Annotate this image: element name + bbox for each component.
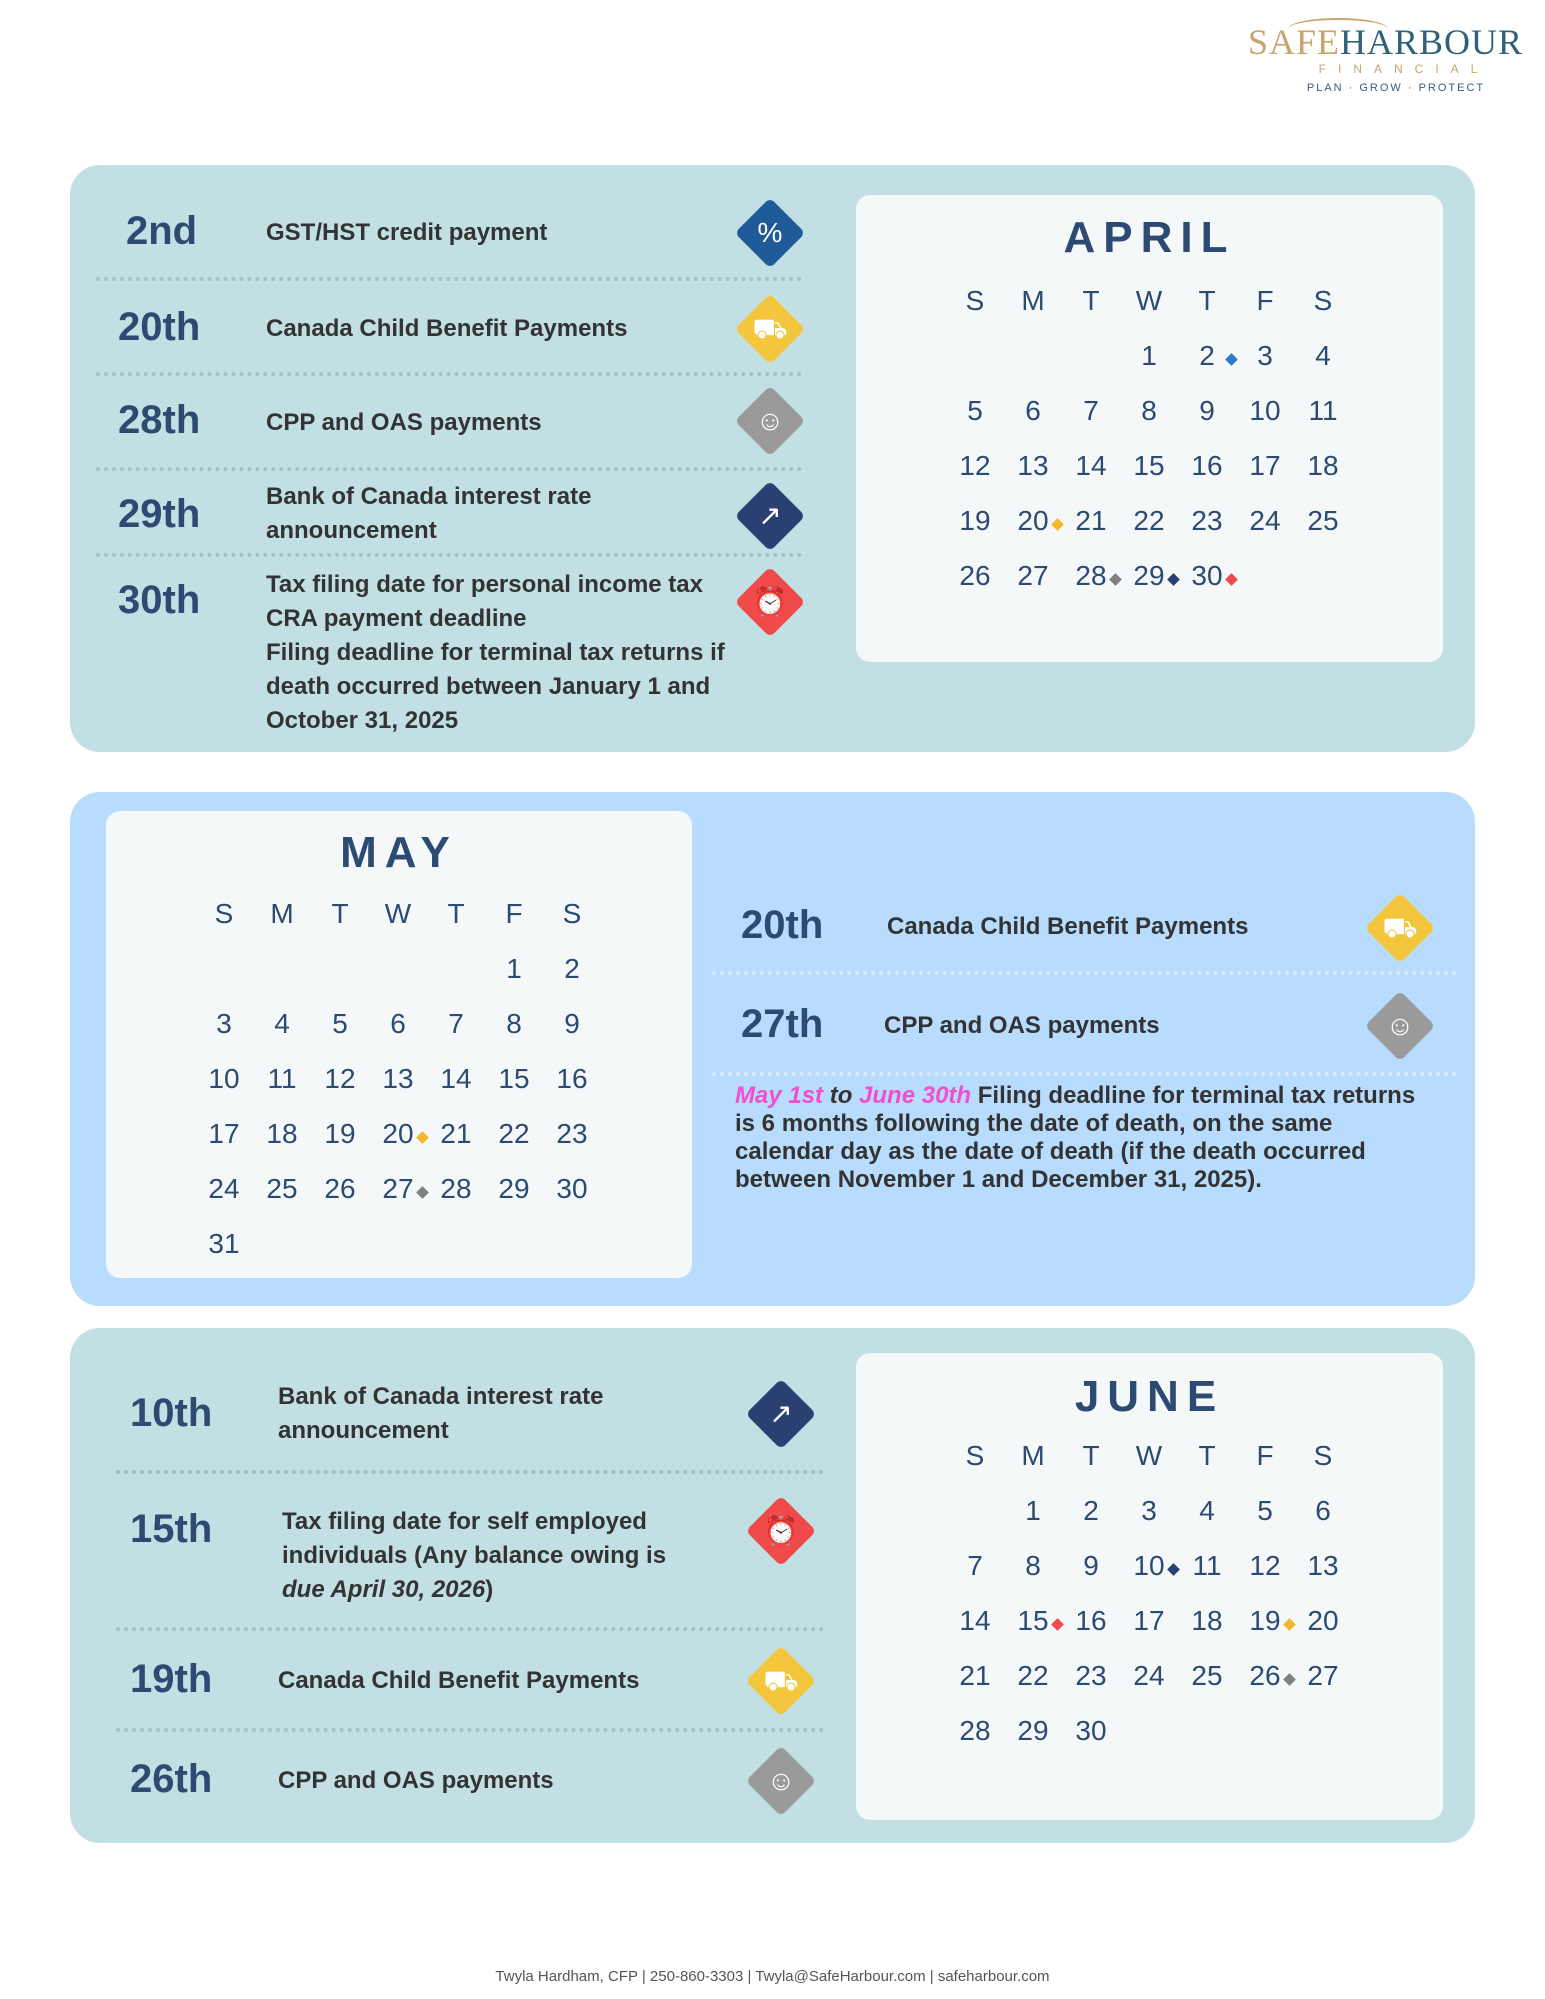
calendar-day: 13: [1017, 450, 1049, 481]
calendar-day: 5: [332, 1008, 348, 1039]
calendar-day: 9: [564, 1008, 580, 1039]
company-logo: [1248, 22, 1524, 102]
due-date-emphasis: due April 30, 2026: [282, 1576, 486, 1603]
weekday-header: T: [1198, 1440, 1216, 1471]
event-description: Canada Child Benefit Payments: [266, 315, 628, 342]
calendar-day: 25: [1191, 1660, 1223, 1691]
weekday-header: F: [1256, 285, 1274, 316]
description-line: announcement: [278, 1417, 449, 1444]
calendar-day: 3: [1257, 340, 1273, 371]
calendar-day: 23: [1075, 1660, 1107, 1691]
divider: [96, 467, 802, 471]
calendar-day: 30: [1191, 560, 1223, 591]
note-end-date: June 30th: [859, 1082, 972, 1109]
calendar-day: 25: [266, 1173, 298, 1204]
calendar-day: 8: [1141, 395, 1157, 426]
calendar-day: 17: [1249, 450, 1281, 481]
calendar-day: 1: [506, 953, 522, 984]
calendar-day: 18: [266, 1118, 298, 1149]
calendar-day: 7: [967, 1550, 983, 1581]
calendar-day: 19: [1249, 1605, 1281, 1636]
calendar-day: 16: [1191, 450, 1223, 481]
description-line: Tax filing date for self employed: [282, 1508, 647, 1535]
calendar-day: 9: [1199, 395, 1215, 426]
calendar-day: 24: [1249, 505, 1281, 536]
stroller-icon: ⛟: [735, 294, 806, 365]
event-description: CPP and OAS payments: [278, 1767, 554, 1794]
calendar-day: 9: [1083, 1550, 1099, 1581]
weekday-header: W: [1135, 285, 1163, 316]
calendar-day: 27: [1017, 560, 1049, 591]
event-day: 27th: [741, 1002, 824, 1046]
calendar-day: 31: [208, 1228, 240, 1259]
calendar-day: 5: [967, 395, 983, 426]
event-day: 20th: [118, 305, 201, 349]
calendar-day: 1: [1141, 340, 1157, 371]
divider: [116, 1627, 824, 1631]
calendar-day: 21: [959, 1660, 991, 1691]
calendar-day: 7: [448, 1008, 464, 1039]
calendar-day: 28: [440, 1173, 472, 1204]
calendar-day: 2: [1199, 340, 1215, 371]
june-calendar: [856, 1353, 1443, 1820]
event-day: 26th: [130, 1757, 213, 1801]
calendar-day: 29: [1133, 560, 1165, 591]
calendar-day: 15: [1017, 1605, 1049, 1636]
calendar-day: 5: [1257, 1495, 1273, 1526]
event-description: Canada Child Benefit Payments: [278, 1667, 640, 1694]
calendar-day: 2: [564, 953, 580, 984]
weekday-header: S: [965, 285, 985, 316]
weekday-header: S: [214, 898, 234, 929]
event-day: 2nd: [126, 209, 198, 253]
event-description: Canada Child Benefit Payments: [887, 913, 1249, 940]
calendar-day: 7: [1083, 395, 1099, 426]
event-description: GST/HST credit payment: [266, 219, 548, 246]
calendar-day: 17: [1133, 1605, 1165, 1636]
weekday-header: F: [505, 898, 523, 929]
calendar-day: 6: [390, 1008, 406, 1039]
description-line: CRA payment deadline: [266, 605, 527, 632]
event-description: CPP and OAS payments: [266, 409, 542, 436]
logo-tagline: PLAN · GROW · PROTECT: [1306, 82, 1486, 94]
event-day: 28th: [118, 398, 201, 442]
terminal-return-note: [735, 1082, 1435, 1194]
calendar-day: 18: [1191, 1605, 1223, 1636]
calendar-day: 22: [1017, 1660, 1049, 1691]
calendar-day: 22: [498, 1118, 530, 1149]
description-line: Tax filing date for personal income tax: [266, 571, 703, 598]
event-description: [282, 1505, 702, 1607]
calendar-day: 4: [274, 1008, 290, 1039]
calendar-day: 4: [1199, 1495, 1215, 1526]
weekday-header: S: [1313, 285, 1333, 316]
event-day: 20th: [741, 903, 824, 947]
weekday-header: M: [270, 898, 294, 929]
calendar-day: 24: [1133, 1660, 1165, 1691]
chart-trend-icon: ↗: [746, 1379, 817, 1450]
divider: [96, 372, 802, 376]
description-line: announcement: [266, 517, 437, 544]
weekday-header: S: [1313, 1440, 1333, 1471]
calendar-day: 21: [1075, 505, 1107, 536]
calendar-day: 12: [959, 450, 991, 481]
note-to-word: to: [829, 1082, 853, 1109]
calendar-day: 11: [1192, 1550, 1222, 1581]
event-day: 10th: [130, 1391, 213, 1435]
weekday-header: T: [1082, 1440, 1100, 1471]
calendar-day: 19: [324, 1118, 356, 1149]
note-start-date: May 1st: [735, 1082, 824, 1109]
calendar-day: 26: [324, 1173, 356, 1204]
calendar-day: 6: [1315, 1495, 1331, 1526]
divider: [712, 971, 1457, 975]
calendar-day: 18: [1307, 450, 1339, 481]
calendar-day: 10: [1249, 395, 1281, 426]
calendar-month-title: MAY: [340, 828, 458, 877]
calendar-day: 11: [1308, 395, 1338, 426]
closing-paren: ): [485, 1576, 494, 1603]
calendar-day: 26: [959, 560, 991, 591]
logo-subtitle: FINANCIAL: [1318, 62, 1490, 76]
description-line: Bank of Canada interest rate: [278, 1383, 604, 1410]
divider: [116, 1470, 824, 1474]
logo-wordmark: SAFEHARBOUR: [1248, 22, 1524, 62]
calendar-day: 2: [1083, 1495, 1099, 1526]
event-description: [266, 568, 746, 738]
calendar-day: 15: [498, 1063, 530, 1094]
may-calendar: [106, 811, 692, 1278]
calendar-day: 20: [1307, 1605, 1339, 1636]
weekday-header: S: [965, 1440, 985, 1471]
note-text: Filing deadline for terminal tax returns is 6 months following the date of death, on the same calendar day as the date of death (if the death occurred between November 1 and December 31, 2025).: [735, 1082, 1416, 1193]
calendar-day: 28: [1075, 560, 1107, 591]
calendar-day: 6: [1025, 395, 1041, 426]
description-line: Bank of Canada interest rate: [266, 483, 592, 510]
calendar-day: 8: [506, 1008, 522, 1039]
weekday-header: T: [1198, 285, 1216, 316]
weekday-header: M: [1021, 285, 1045, 316]
divider: [712, 1072, 1457, 1076]
calendar-day: 3: [216, 1008, 232, 1039]
calendar-day: 29: [498, 1173, 530, 1204]
calendar-day: 23: [556, 1118, 588, 1149]
calendar-day: 26: [1249, 1660, 1281, 1691]
calendar-day: 14: [959, 1605, 991, 1636]
description-line: individuals (Any balance owing is: [282, 1542, 667, 1569]
seniors-icon: ☺: [746, 1746, 817, 1817]
calendar-day: 16: [1075, 1605, 1107, 1636]
seniors-icon: ☺: [1365, 991, 1436, 1062]
event-day: 29th: [118, 492, 201, 536]
event-description: CPP and OAS payments: [884, 1012, 1160, 1039]
calendar-day: 21: [440, 1118, 472, 1149]
calendar-day: 10: [208, 1063, 240, 1094]
calendar-day: 17: [208, 1118, 240, 1149]
calendar-day: 24: [208, 1173, 240, 1204]
divider: [116, 1728, 824, 1732]
calendar-month-title: APRIL: [1063, 213, 1236, 262]
calendar-day: 4: [1315, 340, 1331, 371]
calendar-day: 30: [1075, 1715, 1107, 1746]
stroller-icon: ⛟: [746, 1646, 817, 1717]
calendar-day: 28: [959, 1715, 991, 1746]
calendar-day: 22: [1133, 505, 1165, 536]
weekday-header: F: [1256, 1440, 1274, 1471]
description-line: death occurred between January 1 and: [266, 673, 711, 700]
description-line: Filing deadline for terminal tax returns if: [266, 639, 725, 666]
weekday-header: S: [562, 898, 582, 929]
calendar-day: 14: [1075, 450, 1107, 481]
description-line: October 31, 2025: [266, 707, 459, 734]
calendar-day: 1: [1025, 1495, 1041, 1526]
divider: [96, 277, 802, 281]
weekday-header: W: [384, 898, 412, 929]
calendar-day: 27: [1307, 1660, 1339, 1691]
event-description: [278, 1380, 698, 1448]
weekday-header: W: [1135, 1440, 1163, 1471]
calendar-day: 10: [1133, 1550, 1165, 1581]
calendar-day: 20: [382, 1118, 414, 1149]
event-day: 30th: [118, 578, 201, 622]
event-day: 15th: [130, 1507, 213, 1551]
event-description: [266, 480, 746, 548]
calendar-month-title: JUNE: [1074, 1372, 1225, 1421]
calendar-day: 11: [267, 1063, 297, 1094]
receipt-percent-icon: %: [735, 198, 806, 269]
contact-footer: Twyla Hardham, CFP | 250-860-3303 | Twyla@SafeHarbour.com | safeharbour.com: [495, 1968, 1050, 1985]
calendar-day: 12: [324, 1063, 356, 1094]
calendar-day: 20: [1017, 505, 1049, 536]
stroller-icon: ⛟: [1365, 893, 1436, 964]
weekday-header: M: [1021, 1440, 1045, 1471]
seniors-icon: ☺: [735, 386, 806, 457]
calendar-day: 30: [556, 1173, 588, 1204]
calendar-day: 14: [440, 1063, 472, 1094]
calendar-day: 15: [1133, 450, 1165, 481]
alarm-clock-icon: ⏰: [746, 1496, 817, 1567]
description-line: [282, 1573, 702, 1607]
calendar-day: 16: [556, 1063, 588, 1094]
chart-trend-icon: ↗: [735, 481, 806, 552]
calendar-day: 3: [1141, 1495, 1157, 1526]
calendar-day: 27: [382, 1173, 414, 1204]
calendar-day: 25: [1307, 505, 1339, 536]
calendar-day: 12: [1249, 1550, 1281, 1581]
calendar-day: 29: [1017, 1715, 1049, 1746]
weekday-header: T: [447, 898, 465, 929]
weekday-header: T: [1082, 285, 1100, 316]
alarm-clock-icon: ⏰: [735, 567, 806, 638]
divider: [96, 553, 802, 557]
event-day: 19th: [130, 1657, 213, 1701]
calendar-day: 13: [382, 1063, 414, 1094]
weekday-header: T: [331, 898, 349, 929]
calendar-day: 8: [1025, 1550, 1041, 1581]
calendar-day: 23: [1191, 505, 1223, 536]
calendar-day: 13: [1307, 1550, 1339, 1581]
calendar-day: 19: [959, 505, 991, 536]
logo-arc: [1288, 18, 1388, 40]
